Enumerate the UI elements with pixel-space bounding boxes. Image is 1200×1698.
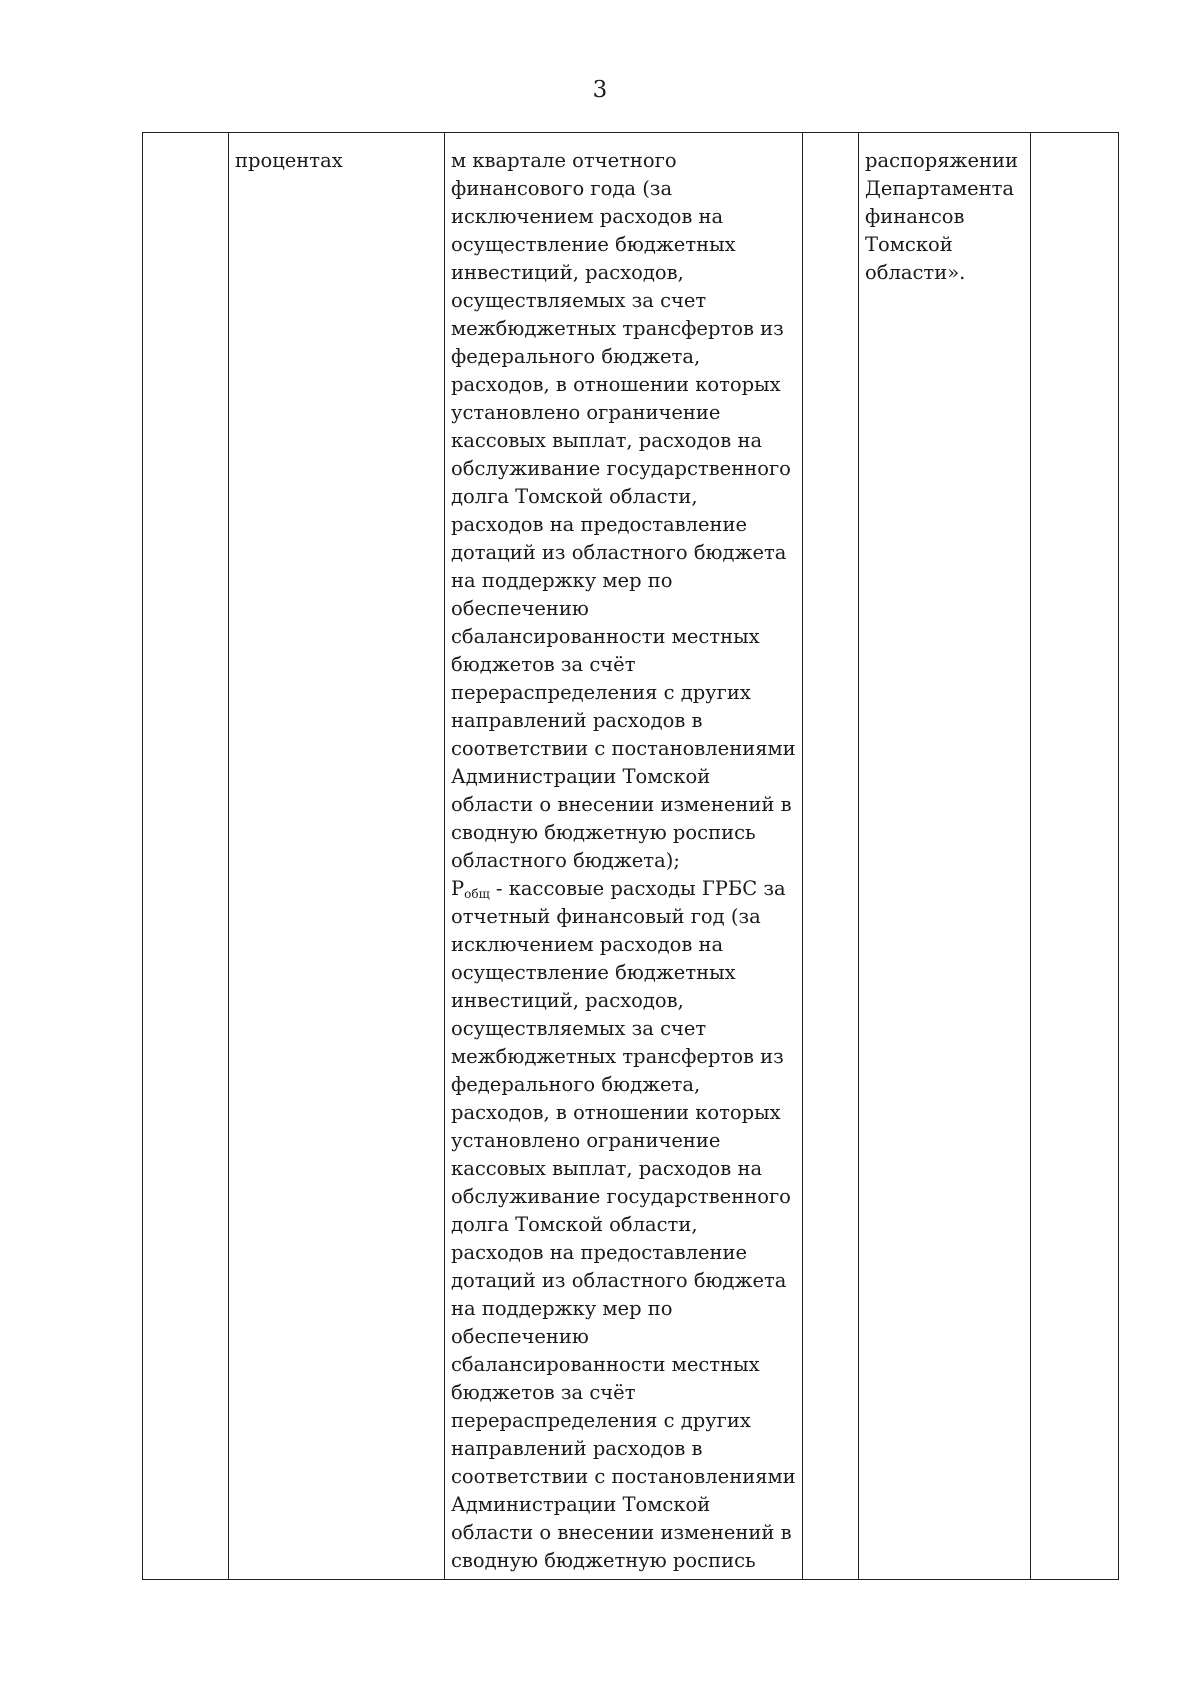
description-text-part2: - кассовые расходы ГРБС за отчетный финансовый год (за исключением расходов на осуществление бюджетных инвестиций, расходов, осуществляемых за счет межбюджетных трансфертов из федерального бюджета, расходов, в отношении которых установлено ограничение кассовых выплат, расходов на обслуживание государственного долга Томской области, расходов на предоставление дотаций из областного бюджета на поддержку мер по обеспечению сбалансированности местных бюджетов за счёт перераспределения с других направлений расходов в соответствии с постановлениями Администрации Томской области о внесении изменений в сводную бюджетную роспись [451, 877, 796, 1572]
formula-symbol: P [451, 877, 465, 900]
description-text-part1: м квартале отчетного финансового года (за исключением расходов на осуществление бюджетных инвестиций, расходов, осуществляемых за счет межбюджетных трансфертов из федерального бюджета, расходов, в отношении которых установлено ограничение кассовых выплат, расходов на обслуживание государственного долга Томской области, расходов на предоставление дотаций из областного бюджета на поддержку мер по обеспечению сбалансированности местных бюджетов за счёт перераспределения с других направлений расходов в соответствии с постановлениями Администрации Томской области о внесении изменений в сводную бюджетную роспись областного бюджета); [451, 149, 796, 872]
table-cell-col6 [1031, 133, 1119, 1580]
document-table [142, 132, 1119, 1580]
table-cell-col4 [803, 133, 859, 1580]
table-cell-formula-description [445, 133, 803, 1580]
table-row [143, 133, 1119, 1580]
table-cell-source: распоряжении Департамента финансов Томской области». [859, 133, 1031, 1580]
table-cell-col1 [143, 133, 229, 1580]
page-number: 3 [592, 77, 608, 103]
formula-symbol-subscript: общ [464, 887, 490, 901]
table-cell-unit: процентах [229, 133, 445, 1580]
